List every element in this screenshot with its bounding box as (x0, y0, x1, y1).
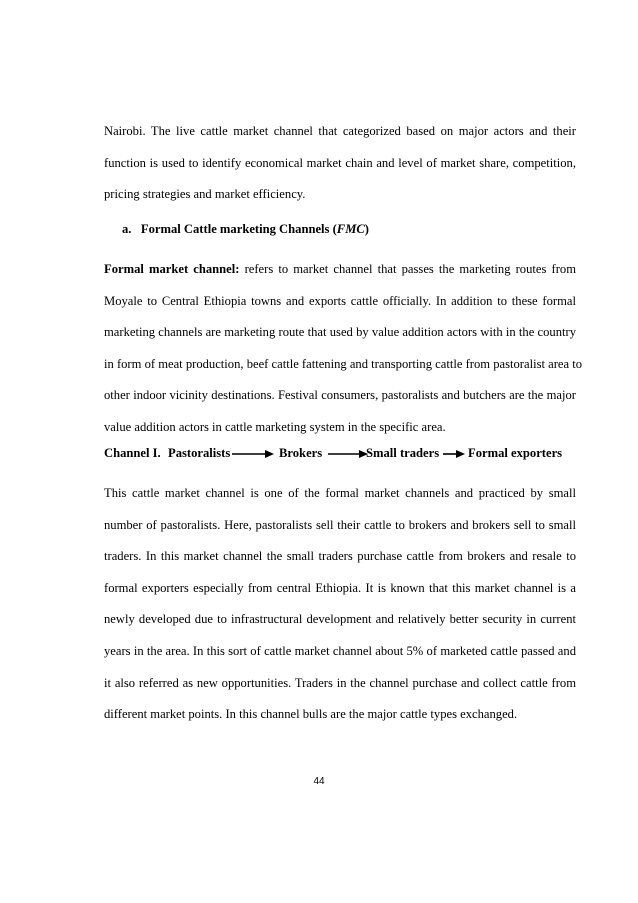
paragraph-line: it also referred as new opportunities. Traders in the channel purchase and collect cattle from (104, 675, 576, 690)
paragraph-line: pricing strategies and market efficiency. (104, 187, 306, 202)
lead-rest: refers to market channel that passes the marketing routes from (239, 262, 576, 276)
lead-term: Formal market channel: (104, 262, 240, 276)
heading-abbrev: FMC (336, 222, 365, 236)
paragraph-line: traders. In this market channel the small traders purchase cattle from brokers and resale to (104, 549, 576, 564)
heading-text: Formal Cattle marketing Channels ( (140, 222, 337, 236)
paragraph-line: in form of meat production, beef cattle fattening and transporting cattle from pastoralist area to (104, 356, 583, 371)
paragraph-line: newly developed due to infrastructural development and relatively better security in current (104, 612, 576, 627)
arrow-right-icon (328, 449, 368, 459)
channel-label: Channel I. (104, 446, 161, 460)
paragraph-line: other indoor vicinity destinations. Festival consumers, pastoralists and butchers are the major (104, 388, 576, 403)
paragraph-line: number of pastoralists. Here, pastoralists sell their cattle to brokers and brokers sell to small (104, 517, 576, 532)
paragraph-line: function is used to identify economical market chain and level of market share, competition, (104, 155, 576, 170)
paragraph-intro (104, 116, 576, 211)
paragraph-line: formal exporters especially from central Ethiopia. It is known that this market channel is a (104, 580, 576, 595)
channel-node-brokers: Brokers (279, 446, 323, 460)
paragraph-line: Nairobi. The live cattle market channel that categorized based on major actors and their (104, 124, 576, 138)
paragraph-channel-one (104, 478, 576, 731)
paragraph-line: different market points. In this channel bulls are the major cattle types exchanged. (104, 707, 518, 722)
channel-node-pastoralists: Pastoralists (168, 446, 231, 460)
arrow-right-icon (232, 449, 274, 459)
paragraph-formal-channel (104, 254, 583, 444)
channel-node-formal-exporters: Formal exporters (468, 446, 563, 460)
page-number: 44 (313, 776, 325, 787)
section-heading (122, 222, 369, 237)
paragraph-line: years in the area. In this sort of cattle market channel about 5% of marketed cattle passed and (104, 643, 576, 658)
paragraph-line (104, 254, 576, 286)
arrow-right-icon (443, 449, 465, 459)
paragraph-line: value addition actors in cattle marketing system in the specific area. (104, 419, 446, 434)
heading-close: ) (364, 222, 369, 236)
paragraph-line: This cattle market channel is one of the formal market channels and practiced by small (104, 486, 576, 500)
channel-flow (104, 446, 576, 464)
heading-marker: a. (122, 222, 132, 236)
paragraph-line: Moyale to Central Ethiopia towns and exports cattle officially. In addition to these formal (104, 293, 576, 308)
channel-node-small-traders: Small traders (366, 446, 440, 460)
paragraph-line: marketing channels are marketing route that used by value addition actors with in the country (104, 325, 576, 340)
